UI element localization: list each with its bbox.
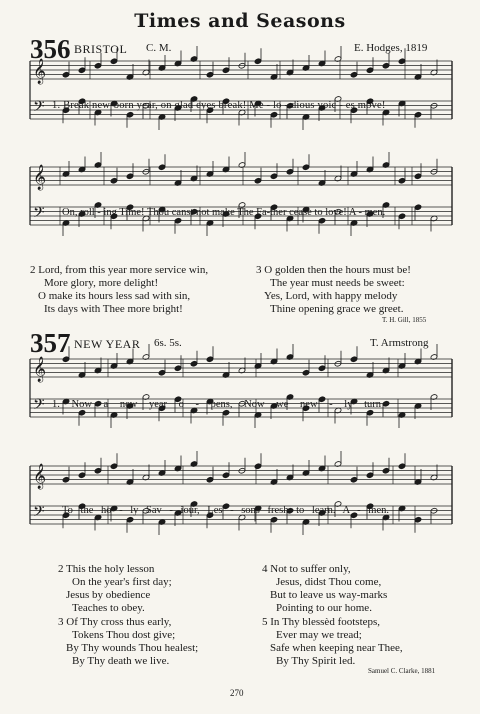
verse-line: Jesus, didst Thou come, [276,576,382,588]
verse-line: More glory, more delight! [44,277,159,289]
verse-line: By Thy wounds Thou healest; [66,642,199,654]
bass-clef: 𝄢 [33,503,45,524]
verse-357-4 [262,563,387,615]
page-header-title: Times and Seasons [134,10,346,32]
verse-line: But to leave us way-marks [270,589,388,601]
verse-line: By Thy death we live. [72,655,170,667]
verse-line: 5 In Thy blessèd footsteps, [262,616,381,628]
verse-line: Safe when keeping near Thee, [270,642,403,654]
lyric-357-line1: 1. Now a new year o - pens, Now we new - ly turn [52,399,381,410]
bass-clef: 𝄢 [33,98,45,119]
verse-line: 3 O golden then the hours must be! [256,264,411,276]
verse-line: Yes, Lord, with happy melody [264,290,398,302]
meter-356: C. M. [146,42,172,54]
lyric-357-line2: To the ho - ly Sav - iour, Les - sons fresh to learn. A - men. [62,505,390,516]
page-number: 270 [230,688,244,698]
treble-clef: 𝄞 [33,59,47,84]
bass-clef: 𝄢 [33,204,45,225]
verse-356-2 [30,264,208,316]
verse-line: 4 Not to suffer only, [262,563,351,575]
author-356: T. H. Gill, 1855 [382,316,427,324]
bass-clef: 𝄢 [33,396,45,417]
verse-line: The year must needs be sweet: [270,277,405,289]
hymn-number-356: 356 [30,34,71,64]
verse-line: 3 Of Thy cross thus early, [58,616,172,628]
verse-line: Thine opening grace we greet. [270,303,404,315]
verse-line: 2 Lord, from this year more service win, [30,264,209,276]
verse-line: By Thy Spirit led. [276,655,356,667]
verse-line: On the year's first day; [72,576,172,588]
tune-name-new-year: NEW YEAR [74,337,141,351]
verse-line: Jesus by obedience [66,589,151,601]
verse-line: 2 This the holy lesson [58,563,155,575]
verse-line: Pointing to our home. [276,602,372,614]
verse-357-5 [262,616,403,668]
treble-clef: 𝄞 [33,464,47,489]
verse-357-2 [58,563,172,615]
tune-name-bristol: BRISTOL [74,42,128,56]
treble-clef: 𝄞 [33,165,47,190]
lyric-356-line1: 1. Break new-born year, on glad eyes break! Me - lo - dious voic - es move! [52,100,386,111]
meter-357: 6s. 5s. [154,337,182,349]
verse-line: Teaches to obey. [72,602,145,614]
verse-356-3 [256,264,411,316]
verse-357-3 [58,616,198,668]
composer-357: T. Armstrong [370,337,429,349]
treble-clef: 𝄞 [33,357,47,382]
author-357: Samuel C. Clarke, 1881 [368,667,436,675]
verse-line: O make its hours less sad with sin, [38,290,191,302]
lyric-356-line2: On, roll - ing Time! Thou canst not make The Fa-ther cease to love! A - men. [62,207,386,218]
hymn-number-357: 357 [30,328,71,358]
verse-line: Ever may we tread; [276,629,362,641]
verse-line: Tokens Thou dost give; [72,629,176,641]
verse-line: Its days with Thee more bright! [44,303,183,315]
composer-356: E. Hodges, 1819 [354,42,428,54]
